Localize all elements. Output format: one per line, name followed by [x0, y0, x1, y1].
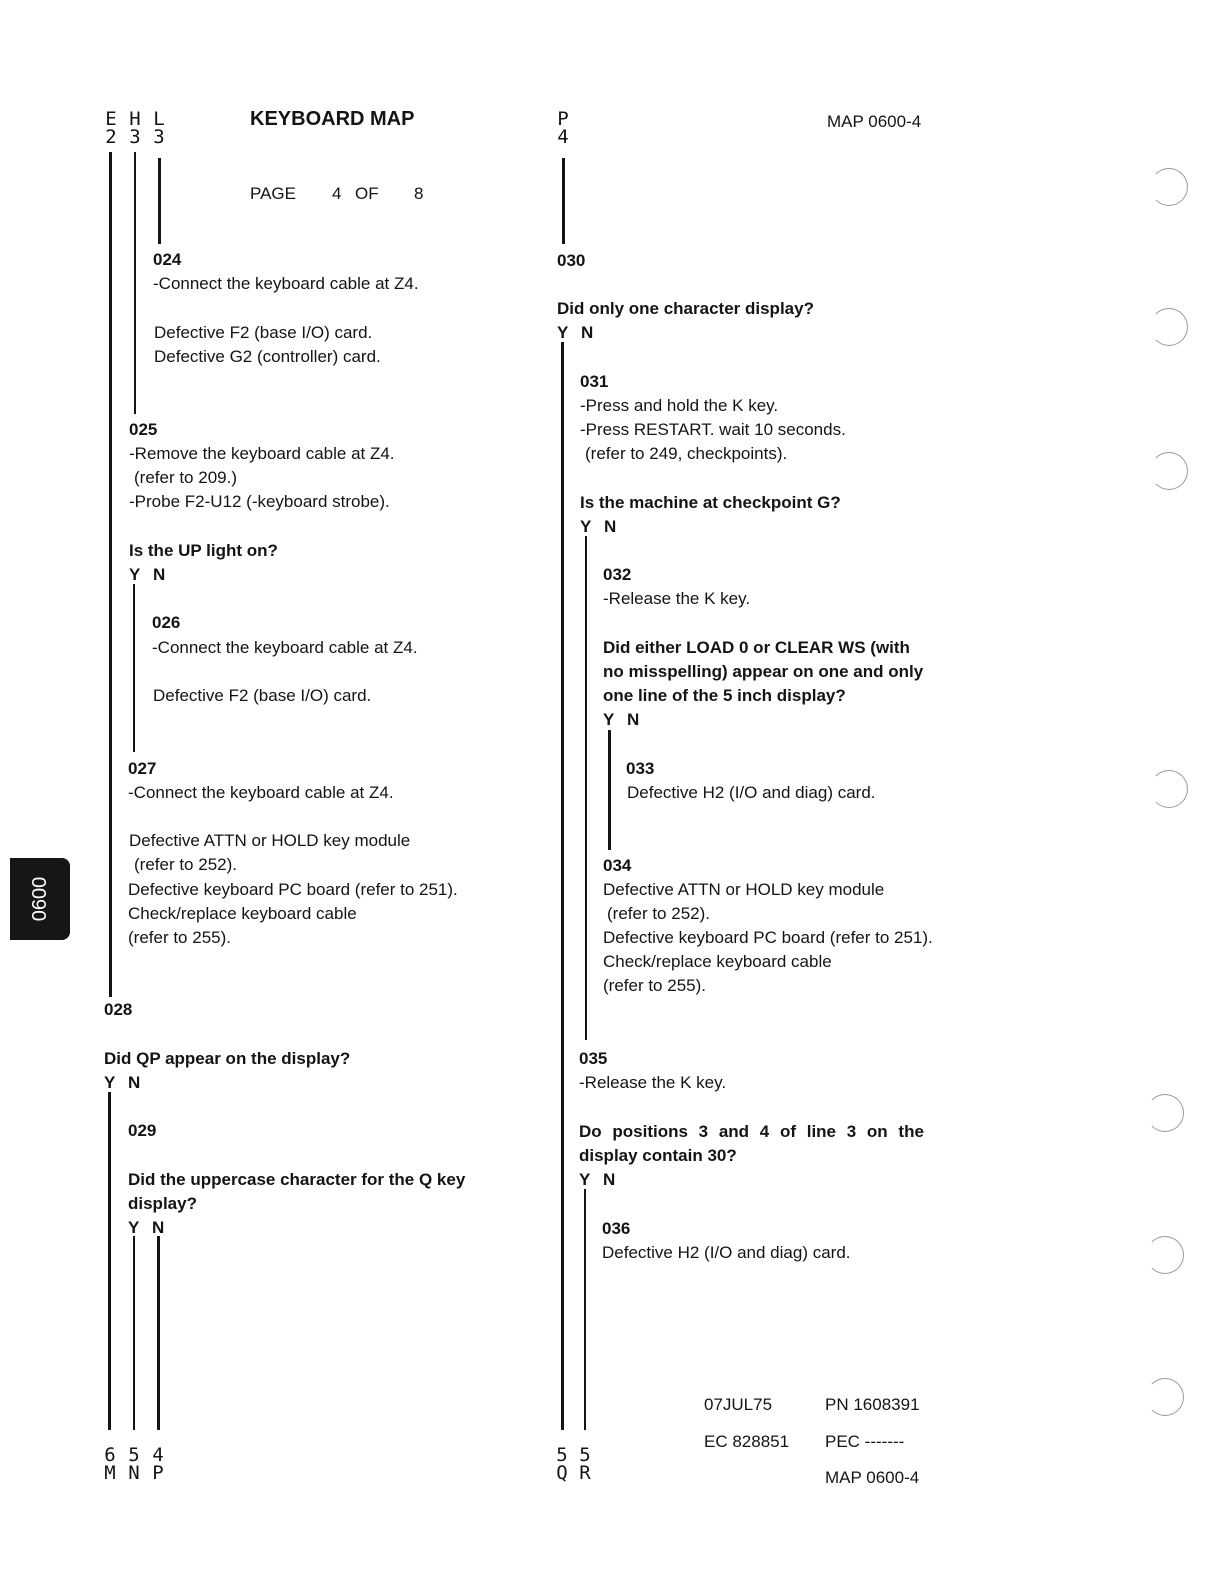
step-028-question: Did QP appear on the display? — [104, 1049, 351, 1068]
step-030-question: Did only one character display? — [557, 299, 814, 318]
step-032-question-1: Did either LOAD 0 or CLEAR WS (with — [603, 638, 910, 657]
step-032-line-1: -Release the K key. — [603, 589, 751, 608]
connector-5r-letter: R — [579, 1462, 591, 1484]
step-035-no: N — [603, 1170, 616, 1189]
step-025-yes: Y — [129, 565, 141, 584]
step-027-line-1: -Connect the keyboard cable at Z4. — [128, 783, 394, 802]
step-030-no: N — [581, 323, 594, 342]
step-024-line-2: Defective F2 (base I/O) card. — [154, 323, 373, 342]
step-035-question-2: display contain 30? — [579, 1146, 737, 1165]
flow-line-031-y — [585, 536, 587, 1040]
flow-line-028-y — [108, 1092, 111, 1430]
step-031-line-2: -Press RESTART. wait 10 seconds. — [580, 420, 846, 439]
step-036-line-1: Defective H2 (I/O and diag) card. — [602, 1243, 851, 1262]
step-032-no: N — [627, 710, 640, 729]
step-034-line-5: (refer to 255). — [603, 976, 706, 995]
flow-line-e2 — [109, 152, 112, 997]
flow-line-029-n — [157, 1236, 160, 1430]
step-031-line-1: -Press and hold the K key. — [580, 396, 779, 415]
step-026-number: 026 — [152, 613, 181, 632]
map-id-header: MAP 0600-4 — [827, 112, 922, 131]
step-034-line-2: (refer to 252). — [607, 904, 710, 923]
step-025-line-2: (refer to 209.) — [134, 468, 237, 487]
step-034-line-1: Defective ATTN or HOLD key module — [603, 880, 885, 899]
step-027-line-6: (refer to 255). — [128, 928, 231, 947]
step-035-line-1: -Release the K key. — [579, 1073, 727, 1092]
connector-5n-letter: N — [128, 1462, 140, 1484]
connector-4p-page: 4 — [152, 1444, 164, 1466]
step-032-number: 032 — [603, 565, 632, 584]
connector-6m-page: 6 — [104, 1444, 116, 1466]
step-029-question-2: display? — [128, 1194, 197, 1213]
step-024-line-3: Defective G2 (controller) card. — [154, 347, 381, 366]
connector-5r-page: 5 — [579, 1444, 591, 1466]
footer-ec: EC 828851 — [704, 1432, 790, 1451]
step-031-no: N — [604, 517, 617, 536]
connector-6m-letter: M — [104, 1462, 116, 1484]
step-028-number: 028 — [104, 1000, 133, 1019]
step-030-number: 030 — [557, 251, 586, 270]
connector-5n-page: 5 — [128, 1444, 140, 1466]
step-027-line-5: Check/replace keyboard cable — [128, 904, 357, 923]
step-032-question-2: no misspelling) appear on one and only — [603, 662, 924, 681]
step-025-no: N — [153, 565, 166, 584]
flow-line-029-y — [133, 1236, 135, 1430]
map-id-footer: MAP 0600-4 — [825, 1468, 920, 1487]
step-030-yes: Y — [557, 323, 569, 342]
connector-5q-page: 5 — [556, 1444, 568, 1466]
step-026-line-1: -Connect the keyboard cable at Z4. — [152, 638, 418, 657]
connector-h3-page: 3 — [129, 126, 141, 148]
step-025-line-3: -Probe F2-U12 (-keyboard strobe). — [129, 492, 390, 511]
step-027-line-2: Defective ATTN or HOLD key module — [129, 831, 411, 850]
step-031-yes: Y — [580, 517, 592, 536]
step-027-line-4: Defective keyboard PC board (refer to 251). — [128, 880, 458, 899]
step-034-number: 034 — [603, 856, 632, 875]
step-025-line-1: -Remove the keyboard cable at Z4. — [129, 444, 395, 463]
step-029-yes: Y — [128, 1218, 140, 1237]
step-032-question-3: one line of the 5 inch display? — [603, 686, 846, 705]
flow-line-p4 — [562, 158, 565, 244]
step-031-number: 031 — [580, 372, 609, 391]
binder-hole-icon — [1150, 770, 1188, 808]
step-027-line-3: (refer to 252). — [134, 855, 237, 874]
step-035-number: 035 — [579, 1049, 608, 1068]
side-tab-label: 0600 — [29, 876, 51, 922]
step-029-question-1: Did the uppercase character for the Q key — [128, 1170, 466, 1189]
step-034-line-4: Check/replace keyboard cable — [603, 952, 832, 971]
binder-hole-icon — [1146, 1094, 1184, 1132]
step-031-line-3: (refer to 249, checkpoints). — [585, 444, 788, 463]
binder-hole-icon — [1150, 452, 1188, 490]
flow-line-h3 — [134, 152, 136, 414]
step-029-number: 029 — [128, 1121, 157, 1140]
page-title: KEYBOARD MAP — [250, 108, 415, 130]
connector-l3-letter: L — [153, 108, 165, 130]
step-025-number: 025 — [129, 420, 158, 439]
flow-line-025-y — [133, 584, 135, 752]
step-036-number: 036 — [602, 1219, 631, 1238]
step-024-line-1: -Connect the keyboard cable at Z4. — [153, 274, 419, 293]
step-024-number: 024 — [153, 250, 182, 269]
binder-hole-icon — [1146, 1236, 1184, 1274]
step-034-line-3: Defective keyboard PC board (refer to 251). — [603, 928, 933, 947]
connector-4p-letter: P — [152, 1462, 164, 1484]
footer-part-number: PN 1608391 — [825, 1395, 920, 1414]
step-028-no: N — [128, 1073, 141, 1092]
step-026-line-2: Defective F2 (base I/O) card. — [153, 686, 372, 705]
step-032-yes: Y — [603, 710, 615, 729]
connector-p4-page: 4 — [557, 126, 569, 148]
connector-e2-letter: E — [105, 108, 117, 130]
page-label: PAGE — [250, 184, 296, 203]
step-033-line-1: Defective H2 (I/O and diag) card. — [627, 783, 876, 802]
step-033-number: 033 — [626, 759, 655, 778]
step-035-yes: Y — [579, 1170, 591, 1189]
step-029-no: N — [152, 1218, 165, 1237]
flow-line-l3 — [158, 158, 161, 244]
flow-line-032-y — [608, 730, 611, 850]
connector-p4-letter: P — [557, 108, 569, 130]
page-of: OF — [355, 184, 379, 203]
step-031-question: Is the machine at checkpoint G? — [580, 493, 841, 512]
page-total: 8 — [414, 184, 424, 203]
connector-e2-page: 2 — [105, 126, 117, 148]
flow-line-030-y — [561, 342, 564, 1430]
footer-pec: PEC ------- — [825, 1432, 905, 1451]
step-035-question-1: Do positions 3 and 4 of line 3 on the — [579, 1122, 924, 1141]
footer-date: 07JUL75 — [704, 1395, 773, 1414]
page-number: 4 — [332, 184, 342, 203]
flow-line-035-y — [584, 1189, 586, 1430]
step-028-yes: Y — [104, 1073, 116, 1092]
connector-l3-page: 3 — [153, 126, 165, 148]
binder-hole-icon — [1150, 308, 1188, 346]
step-027-number: 027 — [128, 759, 157, 778]
connector-5q-letter: Q — [556, 1462, 568, 1484]
side-tab — [10, 858, 70, 940]
binder-hole-icon — [1150, 168, 1188, 206]
binder-hole-icon — [1146, 1378, 1184, 1416]
step-025-question: Is the UP light on? — [129, 541, 278, 560]
connector-h3-letter: H — [129, 108, 141, 130]
